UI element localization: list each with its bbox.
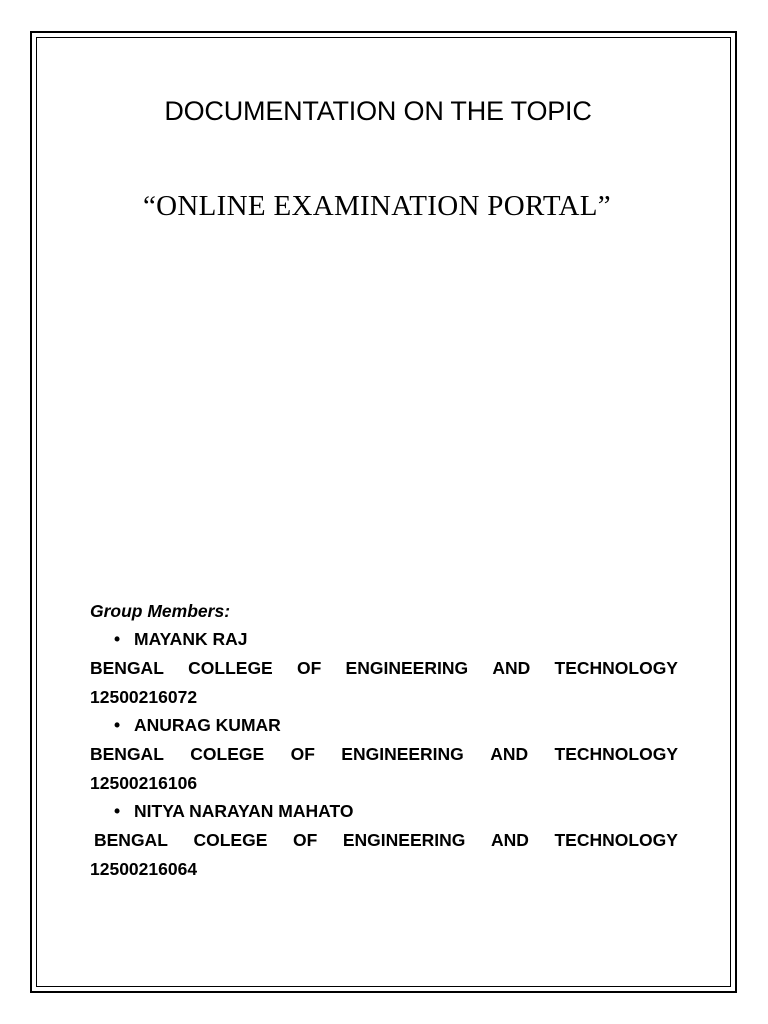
- member-roll-number: 12500216106: [90, 773, 198, 793]
- member-college: [90, 654, 678, 683]
- college-word: OF: [290, 744, 315, 764]
- group-members-label: Group Members:: [90, 601, 231, 621]
- college-word: OF: [296, 658, 322, 678]
- member-roll-number: 12500216072: [90, 687, 198, 707]
- member-name-item: [90, 625, 678, 654]
- college-word: ENGINEERING: [342, 830, 466, 850]
- member-name-item: [90, 711, 678, 740]
- bullet-icon: •: [114, 715, 121, 735]
- bullet-icon: •: [114, 801, 121, 821]
- college-word: AND: [490, 744, 529, 764]
- document-topic-title: “ONLINE EXAMINATION PORTAL”: [143, 190, 611, 222]
- college-word: TECHNOLOGY: [554, 744, 678, 764]
- member-name-text: ANURAG KUMAR: [134, 715, 281, 735]
- college-word: TECHNOLOGY: [554, 658, 678, 678]
- college-word: TECHNOLOGY: [554, 830, 678, 850]
- college-word: AND: [490, 830, 529, 850]
- member-name-text: NITYA NARAYAN MAHATO: [134, 801, 354, 821]
- college-word: ENGINEERING: [341, 744, 464, 764]
- college-word: OF: [292, 830, 318, 850]
- member-college: [90, 826, 678, 855]
- member-college: [90, 740, 678, 769]
- bullet-icon: •: [114, 629, 121, 649]
- college-word: ENGINEERING: [345, 658, 469, 678]
- member-roll-number: 12500216064: [90, 859, 198, 879]
- member-name-text: MAYANK RAJ: [134, 629, 248, 649]
- college-word: COLEGE: [190, 744, 265, 764]
- college-word: COLEGE: [193, 830, 268, 850]
- college-word: BENGAL: [90, 658, 164, 678]
- member-name-item: [90, 797, 678, 826]
- college-word: BENGAL: [94, 830, 168, 850]
- group-members-section: [90, 597, 678, 883]
- college-word: BENGAL: [90, 744, 164, 764]
- college-word: COLLEGE: [188, 658, 273, 678]
- college-word: AND: [492, 658, 531, 678]
- document-heading: DOCUMENTATION ON THE TOPIC: [164, 96, 592, 126]
